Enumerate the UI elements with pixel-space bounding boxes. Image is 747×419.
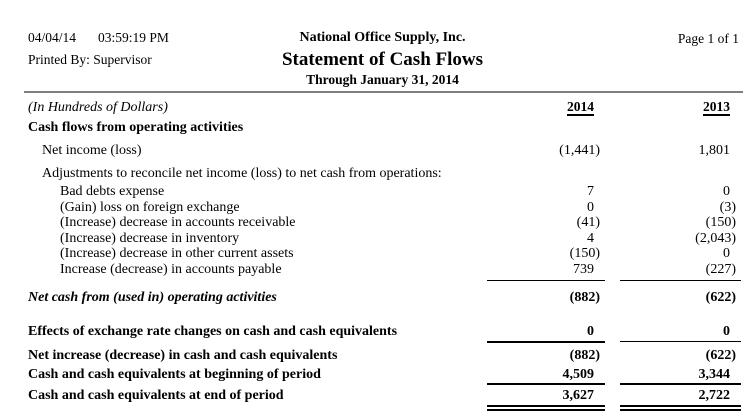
row-label: (Increase) decrease in other current assets	[60, 246, 294, 262]
report-title: Statement of Cash Flows	[281, 49, 484, 70]
table-row	[28, 215, 741, 231]
row-label: Net income (loss)	[42, 143, 142, 158]
column-header-2013: 2013	[703, 99, 730, 114]
row-label: Cash and cash equivalents at beginning of period	[28, 366, 321, 382]
value-2014: 0	[587, 199, 594, 215]
value-2014: (150)	[569, 246, 600, 262]
row-label: (Increase) decrease in inventory	[60, 230, 240, 246]
table-row	[28, 184, 741, 200]
value-2014: 739	[487, 262, 605, 281]
column-header-row	[28, 100, 741, 116]
cash-flow-table	[28, 98, 741, 411]
table-row	[28, 290, 741, 305]
report-date: 04/04/14	[28, 30, 77, 45]
report-time: 03:59:19 PM	[98, 30, 169, 45]
value-2013: 1,801	[698, 143, 730, 158]
table-row	[28, 166, 741, 181]
value-2013: 0	[723, 246, 730, 262]
table-row	[28, 348, 741, 363]
table-row	[28, 231, 741, 247]
table-row	[28, 143, 741, 158]
value-2014: 0	[487, 324, 605, 343]
value-2013: 2,722	[620, 388, 741, 411]
header-rule	[24, 91, 743, 93]
value-2013: (2,043)	[695, 230, 736, 246]
table-row	[28, 367, 741, 385]
column-header-2014: 2014	[567, 99, 594, 114]
value-2014: 3,627	[487, 388, 605, 411]
value-2013: 0	[723, 184, 730, 199]
value-2013: (3)	[719, 199, 736, 215]
value-2014: 7	[587, 184, 594, 199]
table-row	[28, 120, 741, 135]
value-2014: (41)	[576, 215, 600, 231]
value-2014: 4	[587, 230, 594, 246]
row-label: (Increase) decrease in accounts receivable	[60, 215, 296, 231]
value-2013: (622)	[705, 347, 736, 363]
value-2013: 0	[620, 324, 741, 342]
table-row	[28, 246, 741, 262]
printed-by-value: Supervisor	[93, 52, 152, 67]
row-label: Cash and cash equivalents at end of period	[28, 387, 284, 403]
row-label: Net increase (decrease) in cash and cash equivalents	[28, 347, 338, 363]
value-2014: (882)	[569, 289, 600, 305]
units-note: (In Hundreds of Dollars)	[28, 100, 168, 115]
value-2013: (622)	[705, 289, 736, 305]
table-row	[28, 262, 741, 281]
value-2014: 4,509	[487, 367, 605, 385]
row-label: Effects of exchange rate changes on cash and cash equivalents	[28, 323, 398, 339]
row-label: Cash flows from operating activities	[28, 120, 244, 135]
value-2014: (882)	[569, 347, 600, 363]
report-heading	[25, 30, 740, 87]
printed-by-label: Printed By:	[28, 52, 90, 67]
table-row	[28, 324, 741, 343]
page-number: Page 1 of 1	[677, 31, 739, 46]
value-2013: (150)	[705, 215, 736, 231]
row-label: Net cash from (used in) operating activities	[28, 289, 277, 305]
row-label: (Gain) loss on foreign exchange	[60, 199, 240, 215]
row-label: Increase (decrease) in accounts payable	[60, 261, 282, 277]
value-2013: (227)	[620, 262, 741, 281]
table-row	[28, 200, 741, 216]
row-label: Adjustments to reconcile net income (loss) to net cash from operations:	[42, 166, 442, 181]
row-label: Bad debts expense	[60, 184, 165, 199]
value-2014: (1,441)	[559, 143, 600, 158]
value-2013: 3,344	[620, 367, 741, 385]
report-period: Through January 31, 2014	[306, 72, 459, 87]
company-name: National Office Supply, Inc.	[299, 30, 466, 45]
table-row	[28, 388, 741, 411]
